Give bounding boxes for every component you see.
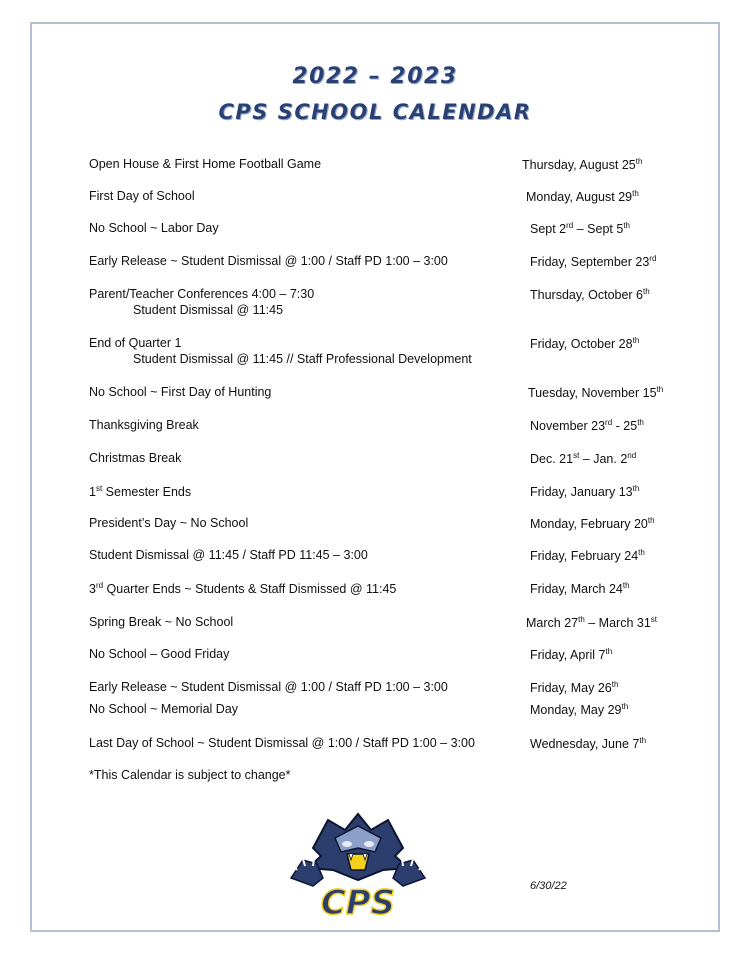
event-name: Student Dismissal @ 11:45 / Staff PD 11:45 – 3:00 bbox=[89, 548, 368, 562]
revision-date: 6/30/22 bbox=[530, 880, 567, 892]
event-date: Friday, March 24th bbox=[530, 581, 630, 597]
event-name: No School – Good Friday bbox=[89, 647, 230, 661]
event-name: Last Day of School ~ Student Dismissal @ 1:00 / Staff PD 1:00 – 3:00 bbox=[89, 736, 475, 750]
event-name: Early Release ~ Student Dismissal @ 1:00 / Staff PD 1:00 – 3:00 bbox=[89, 680, 448, 694]
event-name: No School ~ Memorial Day bbox=[89, 702, 239, 716]
event-name: Parent/Teacher Conferences 4:00 – 7:30 bbox=[89, 287, 315, 301]
event-name: End of Quarter 1 bbox=[89, 336, 182, 350]
event-name: Thanksgiving Break bbox=[89, 418, 199, 432]
event-name: No School ~ Labor Day bbox=[89, 221, 219, 235]
event-name: No School ~ First Day of Hunting bbox=[89, 385, 272, 399]
event-name: Christmas Break bbox=[89, 451, 182, 465]
event-date: Friday, October 28th bbox=[530, 336, 640, 352]
event-name: 1st Semester Ends bbox=[89, 484, 192, 500]
event-date: Monday, May 29th bbox=[530, 702, 629, 718]
event-date: Friday, April 7th bbox=[530, 647, 613, 663]
event-name: Early Release ~ Student Dismissal @ 1:00 / Staff PD 1:00 – 3:00 bbox=[89, 254, 448, 268]
event-date: Monday, August 29th bbox=[526, 189, 639, 205]
event-date: Friday, February 24th bbox=[530, 548, 645, 564]
panther-logo bbox=[283, 808, 433, 928]
event-name: 3rd Quarter Ends ~ Students & Staff Dismissed @ 11:45 bbox=[89, 581, 397, 597]
logo-text: CPS bbox=[320, 883, 396, 923]
event-date: Thursday, October 6th bbox=[530, 287, 650, 303]
year-heading: 2022 – 2023 bbox=[292, 64, 458, 89]
event-date: Friday, September 23rd bbox=[530, 254, 657, 270]
panther-mascot-icon bbox=[283, 808, 433, 923]
event-date: Wednesday, June 7th bbox=[530, 736, 647, 752]
page-title: CPS SCHOOL CALENDAR bbox=[218, 100, 532, 124]
event-date: March 27th – March 31st bbox=[526, 615, 658, 631]
event-subline: Student Dismissal @ 11:45 // Staff Professional Development bbox=[133, 352, 472, 366]
event-date: Friday, May 26th bbox=[530, 680, 619, 696]
event-name: Open House & First Home Football Game bbox=[89, 157, 322, 171]
event-name: President’s Day ~ No School bbox=[89, 516, 249, 530]
event-name: Spring Break ~ No School bbox=[89, 615, 234, 629]
event-date: Monday, February 20th bbox=[530, 516, 655, 532]
event-date: November 23rd - 25th bbox=[530, 418, 644, 434]
event-date: Thursday, August 25th bbox=[522, 157, 643, 173]
event-name: First Day of School bbox=[89, 189, 195, 203]
event-subline: Student Dismissal @ 11:45 bbox=[133, 303, 284, 317]
event-date: Sept 2rd – Sept 5th bbox=[530, 221, 630, 237]
event-date: Dec. 21st – Jan. 2nd bbox=[530, 451, 637, 467]
event-date: Tuesday, November 15th bbox=[528, 385, 664, 401]
event-date: Friday, January 13th bbox=[530, 484, 640, 500]
disclaimer-note: *This Calendar is subject to change* bbox=[89, 768, 291, 782]
